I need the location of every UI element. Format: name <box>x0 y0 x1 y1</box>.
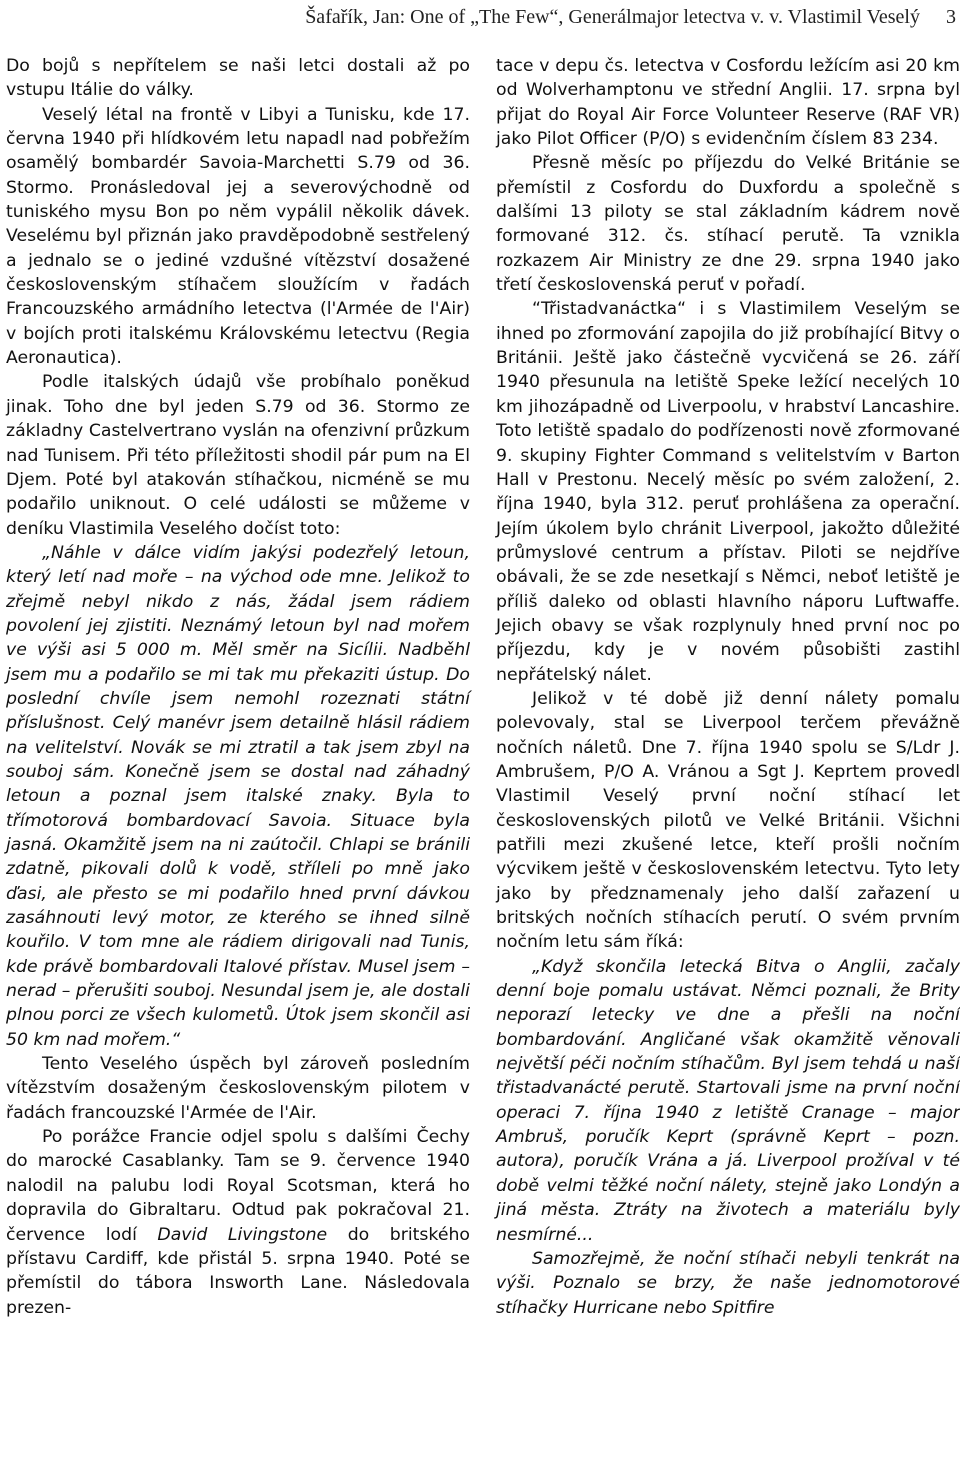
right-column <box>496 54 960 1320</box>
paragraph: Do bojů s nepřítelem se naši letci dostali až po vstupu Itálie do války. <box>6 56 470 101</box>
paragraph: Přesně měsíc po příjezdu do Velké Británie se přemístil z Cosfordu do Duxfordu a společně s dalšími 13 piloty se stal základním kádrem nově formované 312. čs. stíhací perutě. Ta vznikla rozkazem Air Ministry ze dne 29. srpna 1940 jako třetí československá peruť v pořadí. <box>496 153 960 296</box>
paragraph: Podle italských údajů vše probíhalo poněkud jinak. Toho dne byl jeden S.79 od 36. Stormo ze základny Castelvertrano vyslán na ofenzivní průzkum nad Tunisem. Při této příležitosti shodil pár pum na El Djem. Poté byl atakován stíhačkou, nicméně se mu podařilo uniknout. O celé události se můžeme v deníku Vlastimila Veselého dočíst toto: <box>6 372 470 539</box>
running-title: Šafařík, Jan: One of „The Few“, Generálmajor letectva v. v. Vlastimil Veselý <box>305 6 920 28</box>
diary-quote: „Náhle v dálce vidím jakýsi podezřelý letoun, který letí nad moře – na východ ode mne. Jelikož to zřejmě nebyl nikdo z nás, žádal jsem rádiem povolení jej zjistiti. Neznámý letoun byl nad mořem ve výši asi 5 000 m. Měl směr na Sicílii. Nadběhl jsem mu a podařilo se mi tak mu překaziti ústup. Do poslední chvíle jsem nemohl rozeznati státní příslušnost. Celý manévr jsem detailně hlásil rádiem na velitelství. Novák se mi ztratil a tak jsem zbyl na souboj sám. Konečně jsem se dostal nad záhadný letoun a poznal jsem italské znaky. Byla to třímotorová bombardovací Savoia. Situace byla jasná. Okamžitě jsem na ni zaútočil. Chlapi se bránili zdatně, pikovali dolů k vodě, stříleli po mně jako ďasi, ale přesto se mi podařilo hned první dávkou zasáhnouti levý motor, ze kterého se ihned silně kouřilo. V tom mne ale rádiem dirigovali nad Tunis, kde právě bombardovali Italové přístav. Musel jsem – nerad – přerušiti souboj. Nesundal jsem je, ale dostali plnou porci ze všech kulometů. Útok jsem skončil asi 50 km nad mořem.“ <box>6 542 470 1050</box>
paragraph: Jelikož v té době již denní nálety pomalu polevovaly, stal se Liverpool terčem převážně nočních náletů. Dne 7. října 1940 spolu se S/Ldr J. Ambrušem, P/O A. Vránou a Sgt J. Keprtem provedl Vlastimil Veselý první noční stíhací let československých pilotů ve Velké Británii. Všichni patřili mezi zkušené letce, kteří prošli nočním výcvikem ještě v československém letectvu. Tyto lety jako by předznamenaly jeho další zařazení u britských nočních stíhacích perutí. O svém prvním nočním letu sám říká: <box>496 688 960 953</box>
paragraph: Veselý létal na frontě v Libyi a Tunisku, kde 17. června 1940 při hlídkovém letu napadl nad pobřežím osamělý bombardér Savoia-Marchetti S.79 od 36. Stormo. Pronásledoval jej a severovýchodně od tuniského mysu Bon po něm vypálil několik dávek. Veselému byl přiznán jako pravděpodobně sestřelený a jednalo se o jediné vzdušné vítězství dosažené československým stíhačem sloužícím v řadách Francouzského armádního letectva (l'Armée de l'Air) v bojích proti italskému Královskému letectvu (Regia Aeronautica). <box>6 104 470 369</box>
page-header <box>0 4 960 36</box>
page-number: 3 <box>946 6 956 28</box>
diary-quote: „Když skončila letecká Bitva o Anglii, začaly denní boje pomalu ustávat. Němci poznali, že Brity neporazí letecky ve dne a přešli na noční bombardování. Angličané však okamžitě věnovali největší péči nočním stíhačům. Byl jsem tehdá u naší třistadvanácté perutě. Startovali jsme na první noční operaci 7. října 1940 z letiště Cranage – major Ambruš, poručík Keprt (správně Keprt – pozn. autora), poručík Vrána a já. Liverpool prožíval v té době velmi těžké noční nálety, stejně jako Londýn a jiná města. Ztráty na životech a materiálu byly nesmírné... <box>496 956 960 1245</box>
ship-name: David Livingstone <box>157 1224 328 1245</box>
paragraph-text: Po porážce Francie odjel spolu s dalšími Čechy do marocké Casablanky. Tam se 9. července 1940 nalodil na palubu lodi Royal Scotsman, která ho dopravila do Gibraltaru. Odtud pak pokračoval 21. července lodí <box>6 1127 470 1245</box>
left-column <box>6 54 470 1320</box>
paragraph: Tento Veselého úspěch byl zároveň posledním vítězstvím dosaženým československým pilotem v řadách francouzské l'Armée de l'Air. <box>6 1054 470 1123</box>
diary-quote: Samozřejmě, že noční stíhači nebyli tenkrát na výši. Poznalo se brzy, že naše jednomotorové stíhačky Hurricane nebo Spitfire <box>496 1248 960 1318</box>
paragraph-text: do britského přístavu Cardiff, kde přistál 5. srpna 1940. Poté se přemístil do tábora Insworth Lane. Následovala prezen- <box>6 1224 470 1318</box>
paragraph: “Třistadvanáctka“ i s Vlastimilem Veselým se ihned po zformování zapojila do již probíhající Bitvy o Británii. Ještě jako částečně vycvičená se 26. září 1940 přesunula na letiště Speke ležící necelých 10 km jihozápadně od Liverpoolu, v hrabství Lancashire. Toto letiště spadalo do podřízenosti nově zformované 9. skupiny Fighter Command s velitelstvím v Barton Hall v Prestonu. Necelý měsíc po svém založení, 2. října 1940, byla 312. peruť prohlášena za operační. Jejím úkolem bylo chránit Liverpool, jakožto důležité průmyslové centrum a přístav. Piloti se nejdříve obávali, že se zde nesetkají s Němci, neboť letiště je příliš daleko od oblasti hlavního náporu Luftwaffe. Jejich obavy se však rozplynuly hned první noc po příjezdu, kdy je v novém působišti zastihl nepřátelský nálet. <box>496 299 960 685</box>
paragraph <box>6 1125 470 1320</box>
paragraph: tace v depu čs. letectva v Cosfordu ležícím asi 20 km od Wolverhamptonu ve střední Anglii. 17. srpna byl přijat do Royal Air Force Volunteer Reserve (RAF VR) jako Pilot Officer (P/O) s evidenčním číslem 83 234. <box>496 56 960 150</box>
